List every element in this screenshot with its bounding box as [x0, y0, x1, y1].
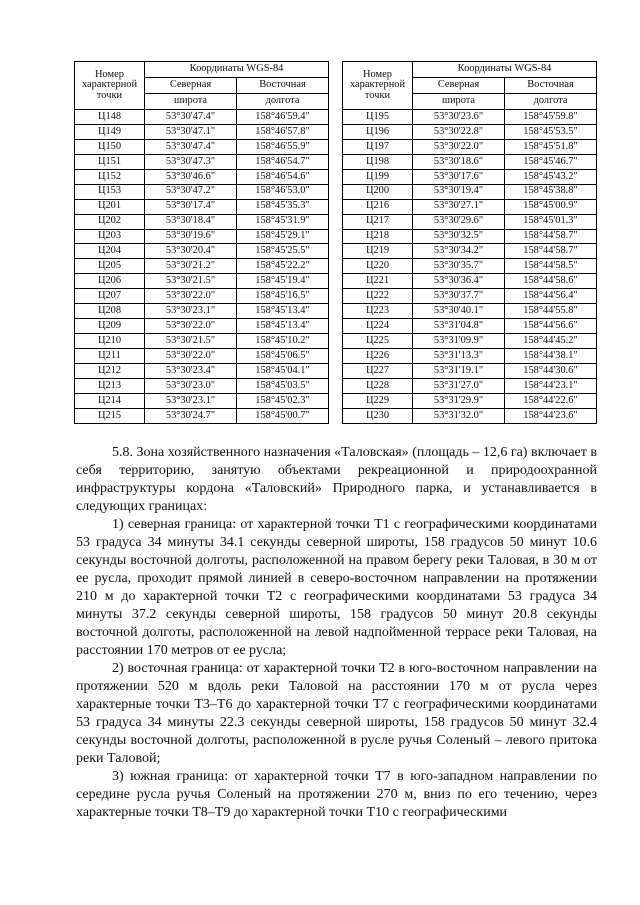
table-row	[343, 319, 597, 334]
latitude-cell: 53°30'22.0"	[413, 139, 505, 154]
latitude-cell: 53°30'23.1"	[145, 304, 237, 319]
point-number-cell: Ц199	[343, 169, 413, 184]
longitude-cell: 158°44'58.6"	[505, 274, 597, 289]
latitude-cell: 53°30'20.4"	[145, 244, 237, 259]
table-row	[75, 289, 329, 304]
table-row	[343, 378, 597, 393]
table-row	[75, 139, 329, 154]
table-row	[75, 349, 329, 364]
point-number-cell: Ц152	[75, 169, 145, 184]
longitude-cell: 158°45'13.4"	[237, 304, 329, 319]
point-number-cell: Ц221	[343, 274, 413, 289]
point-number-cell: Ц218	[343, 229, 413, 244]
paragraph-southern-boundary: 3) южная граница: от характерной точки Т7 в юго-западном направлении по середине русла ручья Соленый на протяжении 270 м, вниз по его течению, через характерные точки Т8–Т9 до характерной точки Т10 с географическими	[76, 769, 597, 820]
table-row	[75, 124, 329, 139]
point-number-cell: Ц226	[343, 349, 413, 364]
longitude-cell: 158°45'04.1"	[237, 363, 329, 378]
table-row	[343, 154, 597, 169]
longitude-cell: 158°45'31.9"	[237, 214, 329, 229]
longitude-cell: 158°44'23.1"	[505, 378, 597, 393]
point-number-cell: Ц198	[343, 154, 413, 169]
point-number-cell: Ц217	[343, 214, 413, 229]
table-row	[343, 259, 597, 274]
latitude-cell: 53°31'19.1"	[413, 363, 505, 378]
latitude-header: Северная	[145, 78, 237, 94]
longitude-cell: 158°45'53.5"	[505, 124, 597, 139]
table-row	[343, 139, 597, 154]
point-number-cell: Ц195	[343, 110, 413, 125]
longitude-cell: 158°46'53.0"	[237, 184, 329, 199]
latitude-cell: 53°30'18.6"	[413, 154, 505, 169]
point-number-cell: Ц200	[343, 184, 413, 199]
longitude-cell: 158°46'54.6"	[237, 169, 329, 184]
point-number-header: Номер характерной точки	[343, 62, 413, 110]
longitude-cell: 158°45'51.8"	[505, 139, 597, 154]
table-row	[343, 169, 597, 184]
longitude-cell: 158°45'35.3"	[237, 199, 329, 214]
latitude-cell: 53°30'47.2"	[145, 184, 237, 199]
point-number-cell: Ц228	[343, 378, 413, 393]
point-number-cell: Ц223	[343, 304, 413, 319]
coordinate-tables	[74, 61, 596, 431]
table-row	[343, 393, 597, 408]
latitude-header-2: широта	[413, 94, 505, 110]
latitude-cell: 53°30'23.0"	[145, 378, 237, 393]
longitude-cell: 158°44'38.1"	[505, 349, 597, 364]
point-number-cell: Ц202	[75, 214, 145, 229]
table-row	[75, 259, 329, 274]
table-row	[75, 184, 329, 199]
point-number-cell: Ц208	[75, 304, 145, 319]
latitude-cell: 53°30'32.5"	[413, 229, 505, 244]
latitude-cell: 53°30'29.6"	[413, 214, 505, 229]
latitude-cell: 53°30'19.6"	[145, 229, 237, 244]
body-text	[76, 444, 597, 822]
point-number-cell: Ц222	[343, 289, 413, 304]
point-number-cell: Ц207	[75, 289, 145, 304]
point-number-cell: Ц213	[75, 378, 145, 393]
latitude-cell: 53°30'17.4"	[145, 199, 237, 214]
latitude-cell: 53°31'32.0"	[413, 408, 505, 423]
point-number-cell: Ц211	[75, 349, 145, 364]
table-row	[343, 274, 597, 289]
latitude-cell: 53°30'47.3"	[145, 154, 237, 169]
longitude-cell: 158°46'54.7"	[237, 154, 329, 169]
point-number-cell: Ц196	[343, 124, 413, 139]
latitude-cell: 53°30'21.5"	[145, 274, 237, 289]
latitude-cell: 53°30'40.1"	[413, 304, 505, 319]
point-number-cell: Ц149	[75, 124, 145, 139]
longitude-cell: 158°45'43.2"	[505, 169, 597, 184]
latitude-cell: 53°30'22.0"	[145, 349, 237, 364]
latitude-cell: 53°30'21.5"	[145, 334, 237, 349]
paragraph-eastern-boundary: 2) восточная граница: от характерной точки Т2 в юго-восточном направлении на протяжении 520 м вдоль реки Таловой на расстоянии 170 м от русла через характерные точки Т3–Т6 до характерной точки Т7 с географическими координатами 53 градуса 34 минуты 22.3 секунды северной широты, 158 градусов 50 минут 32.4 секунды восточной долготы, расположенной в русле ручья Соленый – левого притока реки Таловой;	[76, 661, 597, 766]
longitude-cell: 158°44'45.2"	[505, 334, 597, 349]
table-row	[343, 408, 597, 423]
longitude-cell: 158°46'55.9"	[237, 139, 329, 154]
point-number-header: Номер характерной точки	[75, 62, 145, 110]
table-row	[343, 363, 597, 378]
longitude-header: Восточная	[237, 78, 329, 94]
table-row	[75, 244, 329, 259]
latitude-cell: 53°30'34.2"	[413, 244, 505, 259]
table-row	[75, 154, 329, 169]
longitude-cell: 158°44'58.5"	[505, 259, 597, 274]
point-number-cell: Ц215	[75, 408, 145, 423]
longitude-cell: 158°45'03.5"	[237, 378, 329, 393]
latitude-header-2: широта	[145, 94, 237, 110]
longitude-cell: 158°45'19.4"	[237, 274, 329, 289]
table-row	[75, 363, 329, 378]
longitude-cell: 158°44'58.7"	[505, 244, 597, 259]
coords-header: Координаты WGS-84	[413, 62, 597, 78]
point-number-cell: Ц204	[75, 244, 145, 259]
point-number-cell: Ц225	[343, 334, 413, 349]
point-number-cell: Ц219	[343, 244, 413, 259]
table-row	[75, 408, 329, 423]
latitude-cell: 53°30'22.0"	[145, 289, 237, 304]
longitude-cell: 158°45'00.7"	[237, 408, 329, 423]
longitude-cell: 158°45'13.4"	[237, 319, 329, 334]
table-row	[75, 110, 329, 125]
point-number-cell: Ц216	[343, 199, 413, 214]
coordinates-table-right	[342, 61, 597, 424]
table-row	[75, 393, 329, 408]
latitude-cell: 53°31'29.9"	[413, 393, 505, 408]
point-number-cell: Ц203	[75, 229, 145, 244]
point-number-cell: Ц201	[75, 199, 145, 214]
point-number-cell: Ц148	[75, 110, 145, 125]
latitude-cell: 53°30'46.6"	[145, 169, 237, 184]
point-number-cell: Ц230	[343, 408, 413, 423]
table-row	[343, 184, 597, 199]
point-number-cell: Ц210	[75, 334, 145, 349]
point-number-cell: Ц214	[75, 393, 145, 408]
longitude-cell: 158°45'38.8"	[505, 184, 597, 199]
longitude-cell: 158°45'01.3"	[505, 214, 597, 229]
table-row	[75, 229, 329, 244]
latitude-cell: 53°30'47.4"	[145, 139, 237, 154]
longitude-cell: 158°44'22.6"	[505, 393, 597, 408]
latitude-cell: 53°30'47.4"	[145, 110, 237, 125]
longitude-cell: 158°44'23.6"	[505, 408, 597, 423]
table-row	[343, 124, 597, 139]
point-number-cell: Ц224	[343, 319, 413, 334]
longitude-header-2: долгота	[505, 94, 597, 110]
latitude-cell: 53°31'27.0"	[413, 378, 505, 393]
table-row	[343, 244, 597, 259]
latitude-cell: 53°30'21.2"	[145, 259, 237, 274]
longitude-cell: 158°45'22.2"	[237, 259, 329, 274]
latitude-cell: 53°30'17.6"	[413, 169, 505, 184]
table-row	[75, 378, 329, 393]
paragraph-zone-description: 5.8. Зона хозяйственного назначения «Таловская» (площадь – 12,6 га) включает в себя территорию, занятую объектами рекреационной и природоохранной инфраструктуры кордона «Таловский» Природного парка, и устанавливается в следующих границах:	[76, 445, 597, 514]
latitude-cell: 53°30'37.7"	[413, 289, 505, 304]
longitude-cell: 158°44'56.6"	[505, 319, 597, 334]
latitude-cell: 53°31'13.3"	[413, 349, 505, 364]
longitude-header: Восточная	[505, 78, 597, 94]
latitude-cell: 53°30'23.6"	[413, 110, 505, 125]
coords-header: Координаты WGS-84	[145, 62, 329, 78]
paragraph-northern-boundary: 1) северная граница: от характерной точки Т1 с географическими координатами 53 градуса 34 минуты 34.1 секунды северной широты, 158 градусов 50 минут 10.6 секунды восточной долготы, расположенной на правом берегу реки Таловая, в 30 м от ее русла, проходит прямой линией в северо-восточном направлении на протяжении 210 м до характерной точки Т2 с географическими координатами 53 градуса 34 минуты 37.2 секунды северной широты, 158 градусов 50 минут 20.8 секунды восточной долготы, расположенной на левой надпойменной террасе реки Таловая, на расстоянии 170 метров от ее русла;	[76, 517, 597, 658]
latitude-cell: 53°30'36.4"	[413, 274, 505, 289]
latitude-cell: 53°30'27.1"	[413, 199, 505, 214]
coordinates-table-left	[74, 61, 329, 424]
table-row	[343, 110, 597, 125]
latitude-cell: 53°30'24.7"	[145, 408, 237, 423]
table-row	[75, 214, 329, 229]
table-row	[343, 214, 597, 229]
longitude-cell: 158°45'10.2"	[237, 334, 329, 349]
table-row	[75, 334, 329, 349]
table-row	[75, 319, 329, 334]
latitude-cell: 53°30'47.1"	[145, 124, 237, 139]
longitude-cell: 158°45'59.8"	[505, 110, 597, 125]
longitude-cell: 158°45'46.7"	[505, 154, 597, 169]
longitude-cell: 158°45'16.5"	[237, 289, 329, 304]
latitude-cell: 53°30'35.7"	[413, 259, 505, 274]
longitude-cell: 158°44'56.4"	[505, 289, 597, 304]
table-row	[343, 289, 597, 304]
latitude-cell: 53°30'22.0"	[145, 319, 237, 334]
longitude-cell: 158°45'06.5"	[237, 349, 329, 364]
longitude-cell: 158°46'57.8"	[237, 124, 329, 139]
table-row	[75, 274, 329, 289]
latitude-header: Северная	[413, 78, 505, 94]
table-row	[75, 304, 329, 319]
longitude-cell: 158°45'25.5"	[237, 244, 329, 259]
latitude-cell: 53°30'19.4"	[413, 184, 505, 199]
longitude-cell: 158°46'59.4"	[237, 110, 329, 125]
table-row	[343, 304, 597, 319]
longitude-cell: 158°44'55.8"	[505, 304, 597, 319]
table-row	[343, 229, 597, 244]
latitude-cell: 53°30'22.8"	[413, 124, 505, 139]
point-number-cell: Ц209	[75, 319, 145, 334]
point-number-cell: Ц205	[75, 259, 145, 274]
longitude-cell: 158°44'30.6"	[505, 363, 597, 378]
point-number-cell: Ц153	[75, 184, 145, 199]
latitude-cell: 53°30'23.4"	[145, 363, 237, 378]
latitude-cell: 53°31'09.9"	[413, 334, 505, 349]
point-number-cell: Ц227	[343, 363, 413, 378]
latitude-cell: 53°30'23.1"	[145, 393, 237, 408]
longitude-cell: 158°45'02.3"	[237, 393, 329, 408]
point-number-cell: Ц229	[343, 393, 413, 408]
latitude-cell: 53°31'04.8"	[413, 319, 505, 334]
table-row	[343, 349, 597, 364]
table-row	[75, 169, 329, 184]
latitude-cell: 53°30'18.4"	[145, 214, 237, 229]
table-row	[343, 334, 597, 349]
point-number-cell: Ц206	[75, 274, 145, 289]
longitude-cell: 158°44'58.7"	[505, 229, 597, 244]
table-row	[75, 199, 329, 214]
point-number-cell: Ц150	[75, 139, 145, 154]
longitude-cell: 158°45'29.1"	[237, 229, 329, 244]
point-number-cell: Ц151	[75, 154, 145, 169]
point-number-cell: Ц212	[75, 363, 145, 378]
longitude-header-2: долгота	[237, 94, 329, 110]
point-number-cell: Ц220	[343, 259, 413, 274]
point-number-cell: Ц197	[343, 139, 413, 154]
table-row	[343, 199, 597, 214]
longitude-cell: 158°45'00.9"	[505, 199, 597, 214]
